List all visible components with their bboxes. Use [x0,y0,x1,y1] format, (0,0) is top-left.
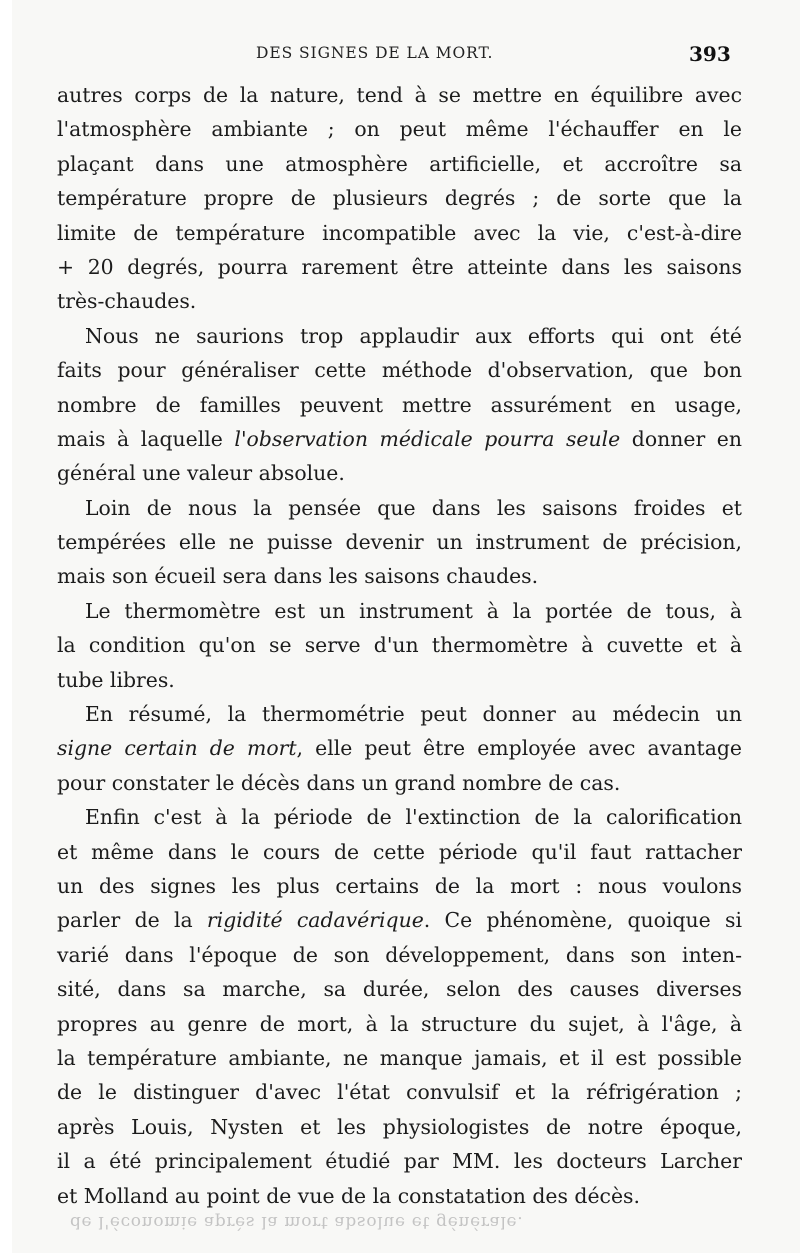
italic-phrase: rigidité cadavérique [206,908,424,933]
text-line [57,422,742,456]
text-line: la condition qu'on se serve d'un thermomètre à cuvette et à [57,633,742,658]
text-line: température propre de plusieurs degrés ; de sorte que la [57,186,742,211]
text-line: tube libres. [57,667,175,692]
text-line: un des signes les plus certains de la mort : nous voulons [57,873,742,898]
text-line: tempérées elle ne puisse devenir un instrument de précision, [57,530,742,555]
text-line: très-chaudes. [57,289,197,314]
text-line: l'atmosphère ambiante ; on peut même l'échauffer en le [57,117,742,142]
text-line: limite de température incompatible avec la vie, c'est-à-dire [57,220,742,245]
text-line: Nous ne saurions trop applaudir aux efforts qui ont été [85,323,742,348]
text-run: parler de la [57,908,207,933]
text-line: + 20 degrés, pourra rarement être atteinte dans les saisons [57,254,742,279]
page-edge [0,0,12,1253]
text-run: . Ce phénomène, quoique si [423,908,742,933]
show-through-text: de l'économie après la mort absolue et générale. [70,1212,524,1232]
text-line: plaçant dans une atmosphère artificielle, et accroître sa [57,151,742,176]
text-line: pour constater le décès dans un grand nombre de cas. [57,770,621,795]
text-line: la température ambiante, ne manque jamais, et il est possible [57,1045,742,1070]
text-line: Le thermomètre est un instrument à la portée de tous, à [85,598,742,623]
text-line: et même dans le cours de cette période qu'il faut rattacher [57,839,742,864]
running-title: DES SIGNES DE LA MORT. [256,44,494,62]
text-line: Loin de nous la pensée que dans les saisons froides et [85,495,742,520]
text-run: mais à laquelle [57,426,235,451]
text-line: varié dans l'époque de son développement, dans son inten- [57,942,742,967]
text-line: mais son écueil sera dans les saisons chaudes. [57,564,539,589]
text-line [57,731,742,765]
text-line: sité, dans sa marche, sa durée, selon des causes diverses [57,977,742,1002]
body-text [57,78,742,1213]
text-line: propres au genre de mort, à la structure du sujet, à l'âge, à [57,1011,742,1036]
text-line: faits pour généraliser cette méthode d'observation, que bon [57,358,742,383]
text-line: après Louis, Nysten et les physiologistes de notre époque, [57,1114,742,1139]
text-line: autres corps de la nature, tend à se mettre en équilibre avec [57,83,742,107]
text-run: donner en [620,426,742,451]
text-run: , elle peut être employée avec avantage [296,736,742,761]
text-line: il a été principalement étudié par MM. les docteurs Larcher [57,1149,742,1174]
text-line: et Molland au point de vue de la constatation des décès. [57,1183,640,1208]
text-line: En résumé, la thermométrie peut donner au médecin un [85,702,742,727]
text-line [57,903,742,937]
text-line: général une valeur absolue. [57,461,345,486]
running-head [0,38,800,74]
text-line: Enfin c'est à la période de l'extinction de la calorification [85,805,742,830]
italic-phrase: l'observation médicale pourra seule [234,426,621,451]
text-line: nombre de familles peuvent mettre assurément en usage, [57,392,742,417]
text-line: de le distinguer d'avec l'état convulsif et la réfrigération ; [57,1080,742,1105]
page-number: 393 [689,42,731,66]
italic-phrase: signe certain de mort [57,736,297,761]
